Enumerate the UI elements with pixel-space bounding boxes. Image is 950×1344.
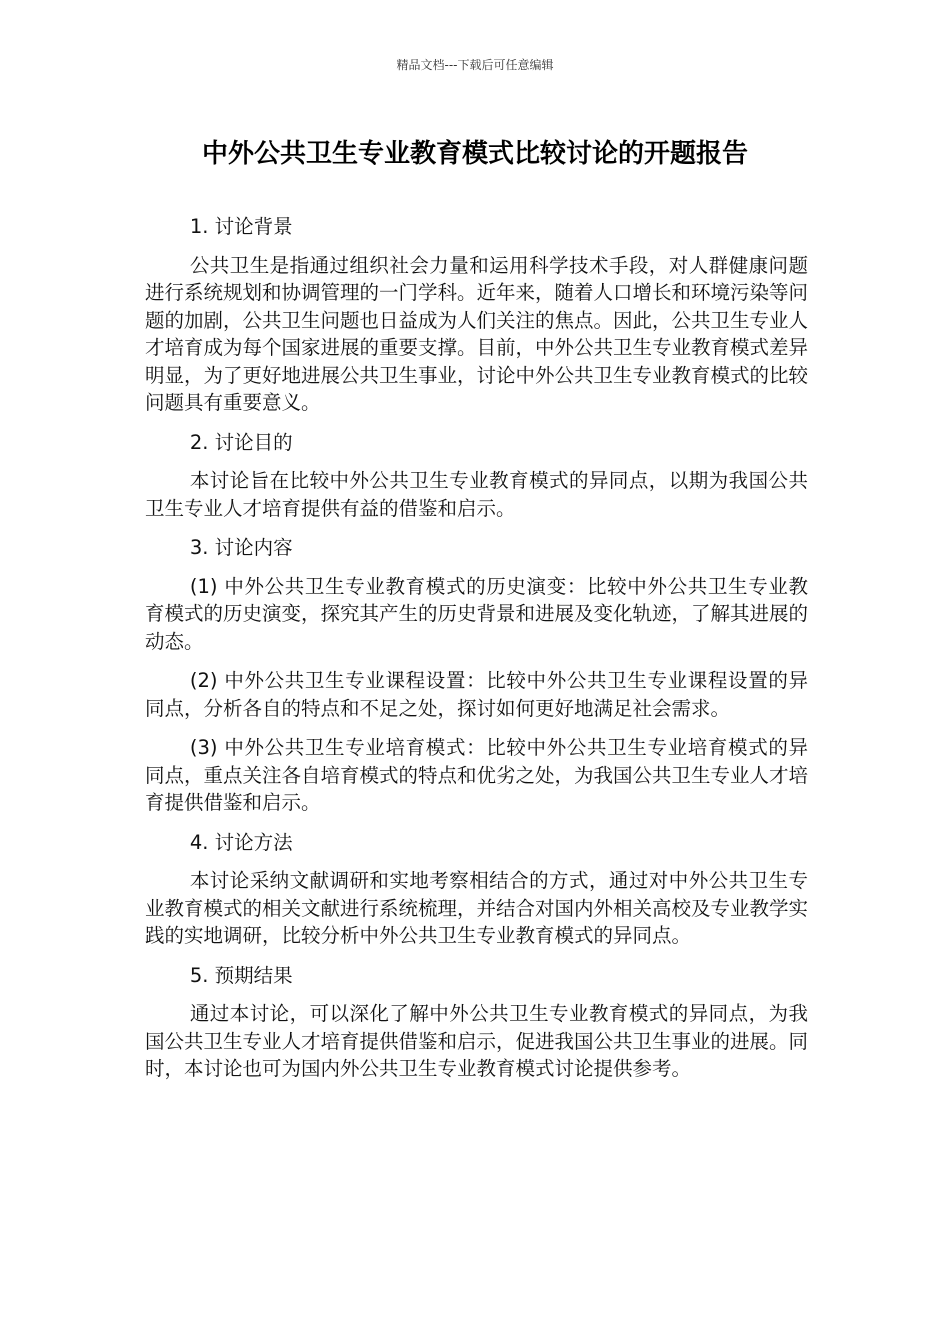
section-paragraph: 本讨论采纳文献调研和实地考察相结合的方式，通过对中外公共卫生专业教育模式的相关文献进行系统梳理，并结合对国内外相关高校及专业教学实践的实地调研，比较分析中外公共卫生专业教育模式的异同点。 [145,869,809,947]
section-heading-purpose: 2. 讨论目的 [189,430,293,454]
document-body [145,213,808,1095]
section-heading-background: 1. 讨论背景 [189,215,293,238]
document-title: 中外公共卫生专业教育模式比较讨论的开题报告 [201,139,748,169]
section-heading-method: 4. 讨论方法 [189,830,293,854]
section-paragraph: 本讨论旨在比较中外公共卫生专业教育模式的异同点，以期为我国公共卫生专业人才培育提供有益的借鉴和启示。 [145,469,808,520]
section-paragraph: (1) 中外公共卫生专业教育模式的历史演变：比较中外公共卫生专业教育模式的历史演变，探究其产生的历史背景和进展及变化轨迹，了解其进展的动态。 [145,574,809,653]
section-paragraph: 公共卫生是指通过组织社会力量和运用科学技术手段，对人群健康问题进行系统规划和协调管理的一门学科。近年来，随着人口增长和环境污染等问题的加剧，公共卫生问题也日益成为人们关注的焦点。因此，公共卫生专业人才培育成为每个国家进展的重要支撑。目前，中外公共卫生专业教育模式差异明显，为了更好地进展公共卫生事业，讨论中外公共卫生专业教育模式的比较问题具有重要意义。 [145,253,809,414]
section-paragraph: 通过本讨论，可以深化了解中外公共卫生专业教育模式的异同点，为我国公共卫生专业人才培育提供借鉴和启示，促进我国公共卫生事业的进展。同时，本讨论也可为国内外公共卫生专业教育模式讨论提供参考。 [145,1002,809,1080]
page-header-note: 精品文档---下载后可任意编辑 [396,58,554,72]
section-heading-content: 3. 讨论内容 [189,536,293,559]
section-paragraph: (3) 中外公共卫生专业培育模式：比较中外公共卫生专业培育模式的异同点，重点关注各自培育模式的特点和优劣之处，为我国公共卫生专业人才培育提供借鉴和启示。 [145,736,809,814]
section-heading-expected-results: 5. 预期结果 [189,963,293,987]
section-paragraph: (2) 中外公共卫生专业课程设置：比较中外公共卫生专业课程设置的异同点，分析各自的特点和不足之处，探讨如何更好地满足社会需求。 [145,669,808,720]
